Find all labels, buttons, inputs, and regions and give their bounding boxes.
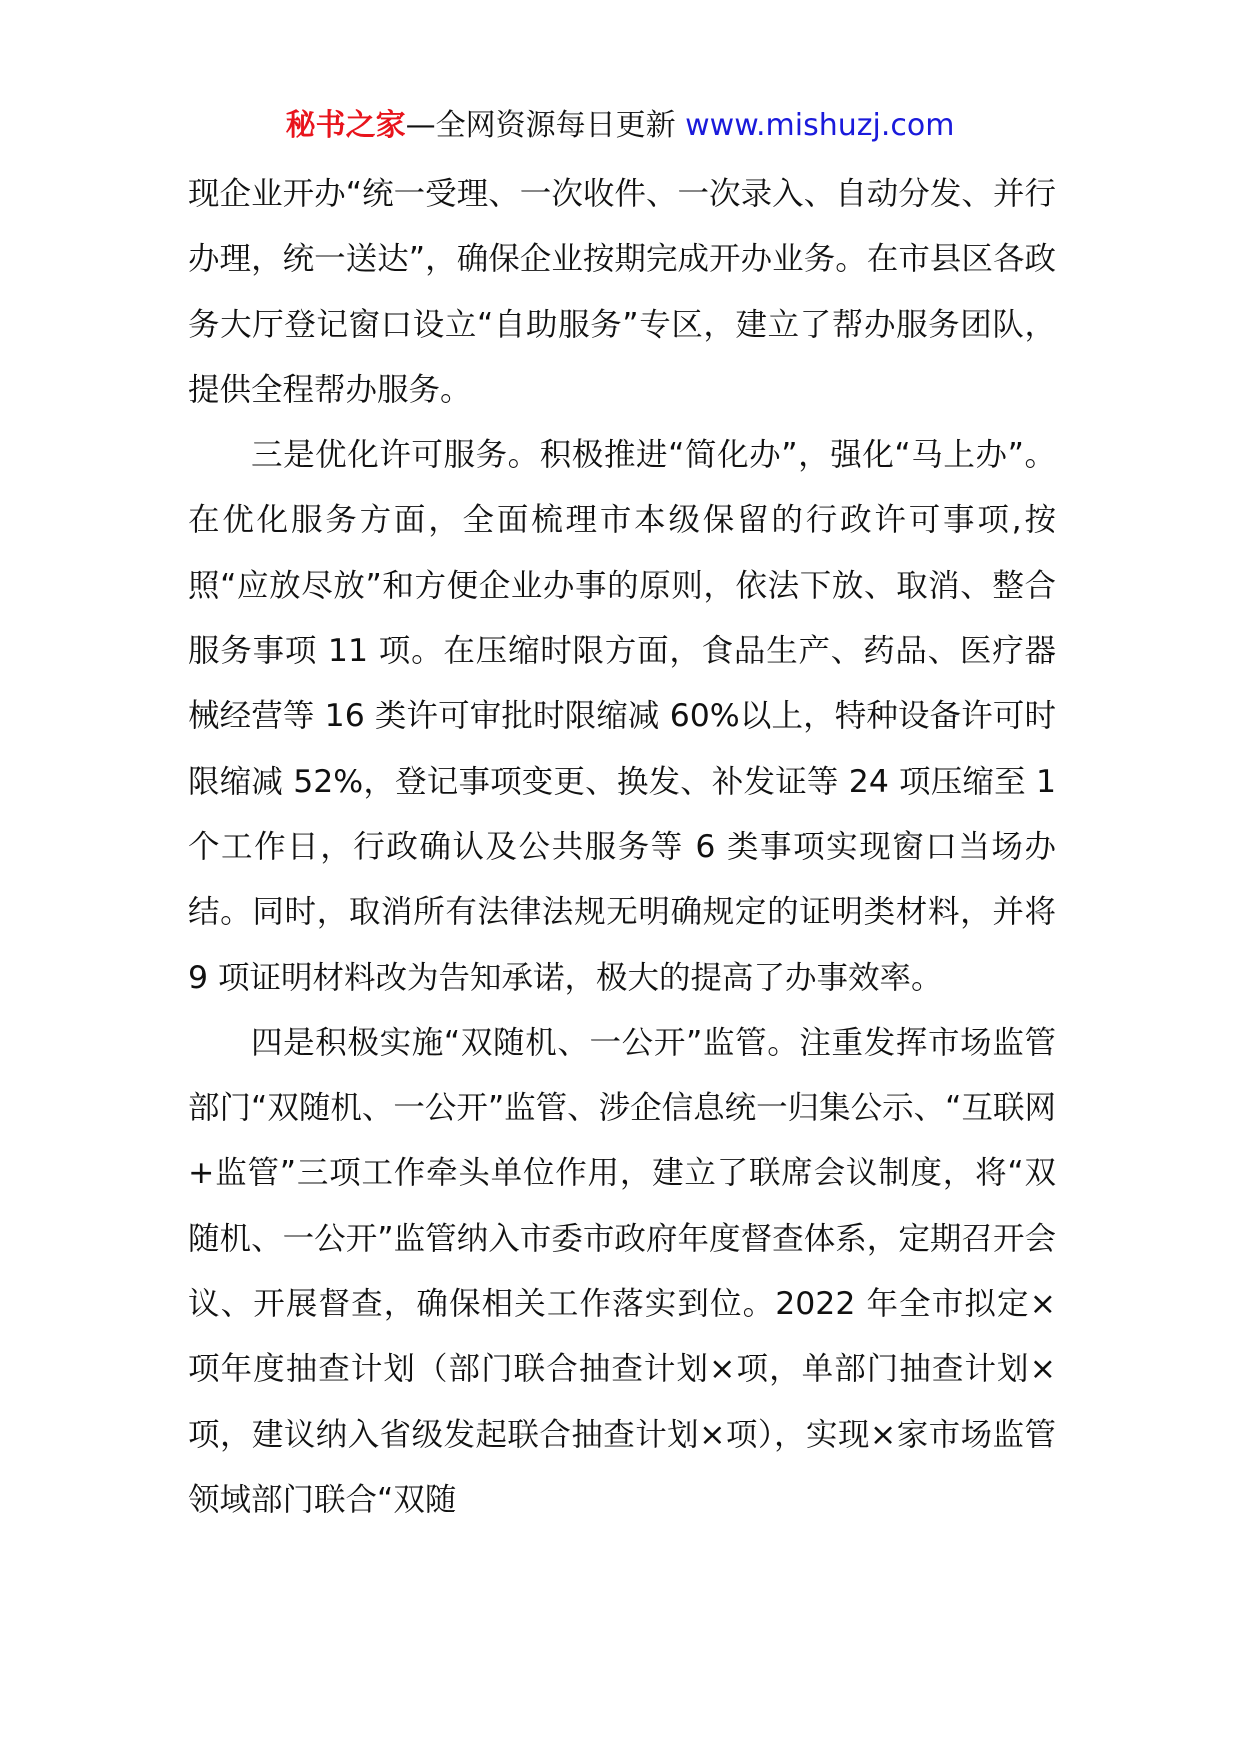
paragraph-double-random-supervision: 四是积极实施“双随机、一公开”监管。注重发挥市场监管部门“双随机、一公开”监管、涉企信息统一归集公示、“互联网+监管”三项工作牵头单位作用，建立了联席会议制度，将“双随机、一公开”监管纳入市委市政府年度督查体系，定期召开会议、开展督查，确保相关工作落实到位。2022 年全市拟定×项年度抽查计划（部门联合抽查计划×项，单部门抽查计划×项，建议纳入省级发起联合抽查计划×项），实现×家市场监管领域部门联合“双随 — [188, 1024, 1056, 1518]
brand-name: 秘书之家 — [285, 108, 406, 143]
paragraph-continuation: 现企业开办“统一受理、一次收件、一次录入、自动分发、并行办理，统一送达”，确保企业按期完成开办业务。在市县区各政务大厅登记窗口设立“自助服务”专区，建立了帮办服务团队，提供全程帮办服务。 — [188, 176, 1056, 408]
document-body — [188, 162, 1056, 1533]
site-header — [0, 104, 1240, 148]
paragraph-optimize-licensing: 三是优化许可服务。积极推进“简化办”，强化“马上办”。在优化服务方面，全面梳理市本级保留的行政许可事项,按照“应放尽放”和方便企业办事的原则，依法下放、取消、整合服务事项 11 项。在压缩时限方面，食品生产、药品、医疗器械经营等 16 类许可审批时限缩减 60%以上，特种设备许可时限缩减 52%，登记事项变更、换发、补发证等 24 项压缩至 1 个工作日，行政确认及公共服务等 6 类事项实现窗口当场办结。同时，取消所有法律法规无明确规定的证明类材料，并将 9 项证明材料改为告知承诺，极大的提高了办事效率。 — [188, 437, 1056, 996]
site-url-link[interactable]: www.mishuzj.com — [685, 108, 955, 143]
header-tagline: —全网资源每日更新 — [405, 108, 676, 143]
